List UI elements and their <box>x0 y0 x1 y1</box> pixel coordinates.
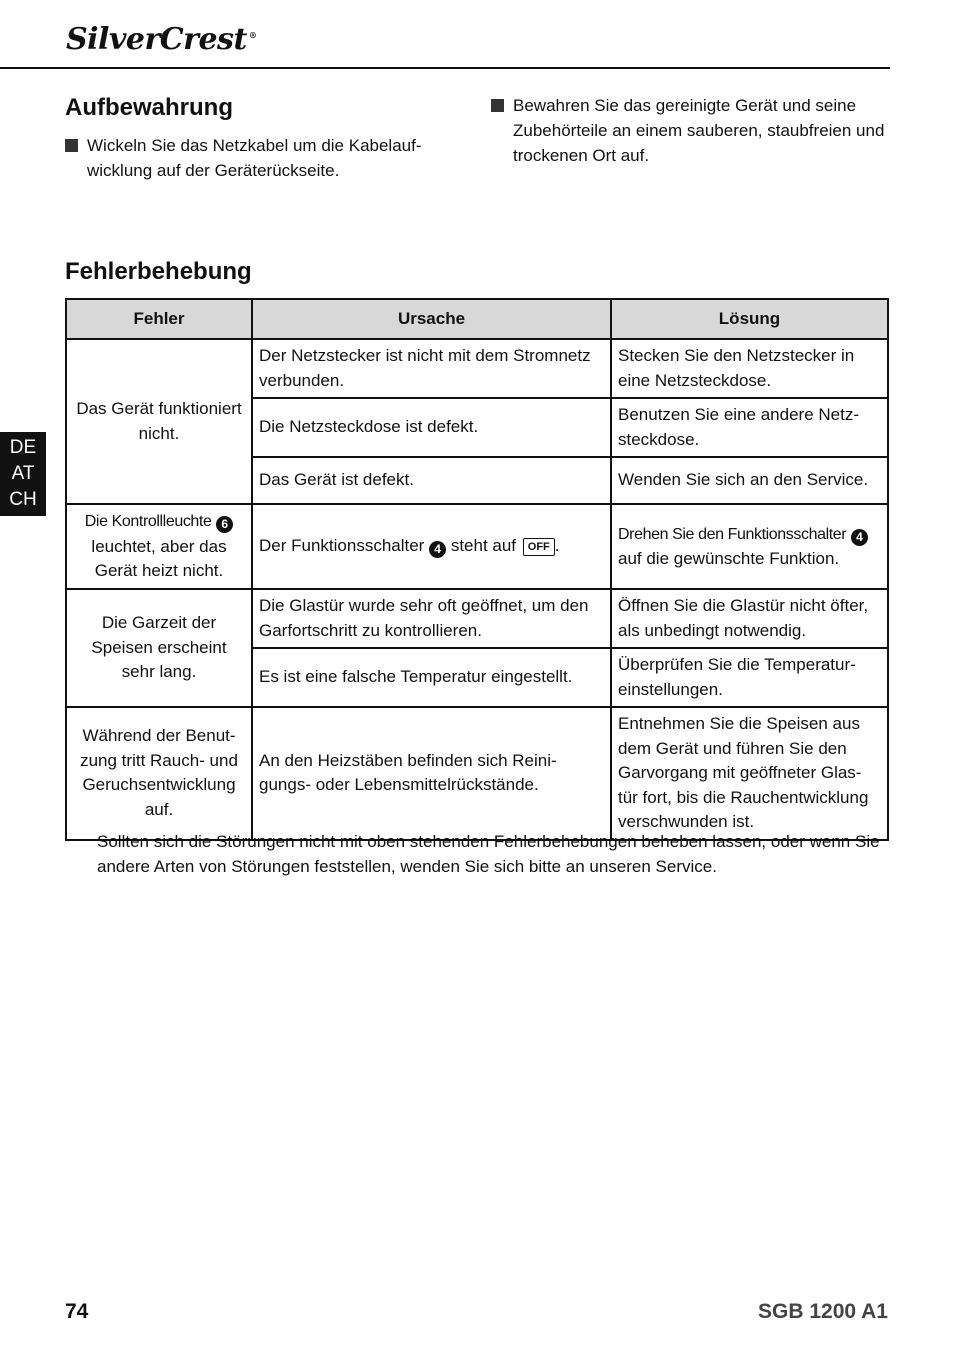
brand-logo <box>66 22 256 57</box>
troubleshooting-footnote: Sollten sich die Störungen nicht mit oben stehenden Fehlerbehebungen beheben lassen, oder wenn Sie andere Arten von Störungen feststellen, wenden Sie sich bitte an unseren Service. <box>97 832 880 876</box>
solution-cell: Entnehmen Sie die Speisen aus dem Gerät und führen Sie den Garvorgang mit geöffneter Glas-tür fort, bis die Rauchentwicklung verschwunden ist. <box>611 707 888 840</box>
solution-cell: Stecken Sie den Netzstecker in eine Netzsteckdose. <box>611 339 888 398</box>
model-number: SGB 1200 A1 <box>758 1300 888 1323</box>
cause-text: steht auf <box>450 536 517 556</box>
storage-heading: Aufbewahrung <box>65 94 233 121</box>
language-code-at: AT <box>11 463 35 484</box>
cause-cell: Die Netzsteckdose ist defekt. <box>252 398 611 457</box>
cause-cell <box>252 504 611 589</box>
language-tab <box>0 432 46 516</box>
storage-bullet <box>65 133 465 183</box>
header-cause: Ursache <box>252 299 611 339</box>
solution-cell: Wenden Sie sich an den Service. <box>611 457 888 504</box>
error-cell: Das Gerät funktioniert nicht. <box>66 339 252 504</box>
number-6-icon: 6 <box>216 516 233 533</box>
cause-text: Der Funktionsschalter <box>259 536 425 556</box>
bullet-square-icon <box>491 99 504 112</box>
header-rule <box>0 67 890 69</box>
bullet-square-icon <box>65 139 78 152</box>
table-row <box>66 339 888 398</box>
solution-text: Drehen Sie den Funktionsschalter <box>618 525 847 543</box>
number-4-icon: 4 <box>429 541 446 558</box>
cause-cell: Das Gerät ist defekt. <box>252 457 611 504</box>
cause-cell: An den Heizstäben befinden sich Reini-gungs- oder Lebensmittelrückstände. <box>252 707 611 840</box>
solution-cell: Öffnen Sie die Glastür nicht öfter, als unbedingt notwendig. <box>611 589 888 648</box>
cause-cell: Der Netzstecker ist nicht mit dem Stromnetz verbunden. <box>252 339 611 398</box>
solution-cell: Benutzen Sie eine andere Netz-steckdose. <box>611 398 888 457</box>
storage-bullet-text: Wickeln Sie das Netzkabel um die Kabelauf-wicklung auf der Geräterückseite. <box>87 136 422 180</box>
off-switch-icon: OFF <box>523 538 555 556</box>
table-row <box>66 589 888 648</box>
number-4-icon: 4 <box>851 529 868 546</box>
troubleshooting-table <box>65 298 889 841</box>
registered-mark: ® <box>248 30 257 40</box>
troubleshooting-heading: Fehlerbehebung <box>65 258 252 285</box>
cause-cell: Es ist eine falsche Temperatur eingestellt. <box>252 648 611 707</box>
solution-text: auf die gewünschte Funktion. <box>618 549 840 568</box>
error-cell: Während der Benut-zung tritt Rauch- und Geruchsentwicklung auf. <box>66 707 252 840</box>
table-header-row <box>66 299 888 339</box>
error-cell: Die Garzeit der Speisen erscheint sehr lang. <box>66 589 252 707</box>
storage-bullet-text: Bewahren Sie das gereinigte Gerät und seine Zubehörteile an einem sauberen, staubfreien und trockenen Ort auf. <box>513 96 885 165</box>
language-code-de: DE <box>9 437 37 458</box>
brand-logo-text: SilverCrest <box>66 22 247 57</box>
error-text: leuchtet, aber das Gerät heizt nicht. <box>91 536 227 581</box>
table-row <box>66 504 888 589</box>
header-solution: Lösung <box>611 299 888 339</box>
language-code-ch: CH <box>9 489 37 510</box>
solution-cell <box>611 504 888 589</box>
error-text: Die Kontrollleuchte <box>84 513 212 531</box>
table-row <box>66 707 888 840</box>
solution-cell: Überprüfen Sie die Temperatur-einstellungen. <box>611 648 888 707</box>
cause-cell: Die Glastür wurde sehr oft geöffnet, um den Garfortschritt zu kontrollieren. <box>252 589 611 648</box>
header-error: Fehler <box>66 299 252 339</box>
page-number: 74 <box>65 1300 89 1323</box>
storage-bullet <box>491 93 886 168</box>
cause-text: . <box>554 536 560 556</box>
error-cell <box>66 504 252 589</box>
